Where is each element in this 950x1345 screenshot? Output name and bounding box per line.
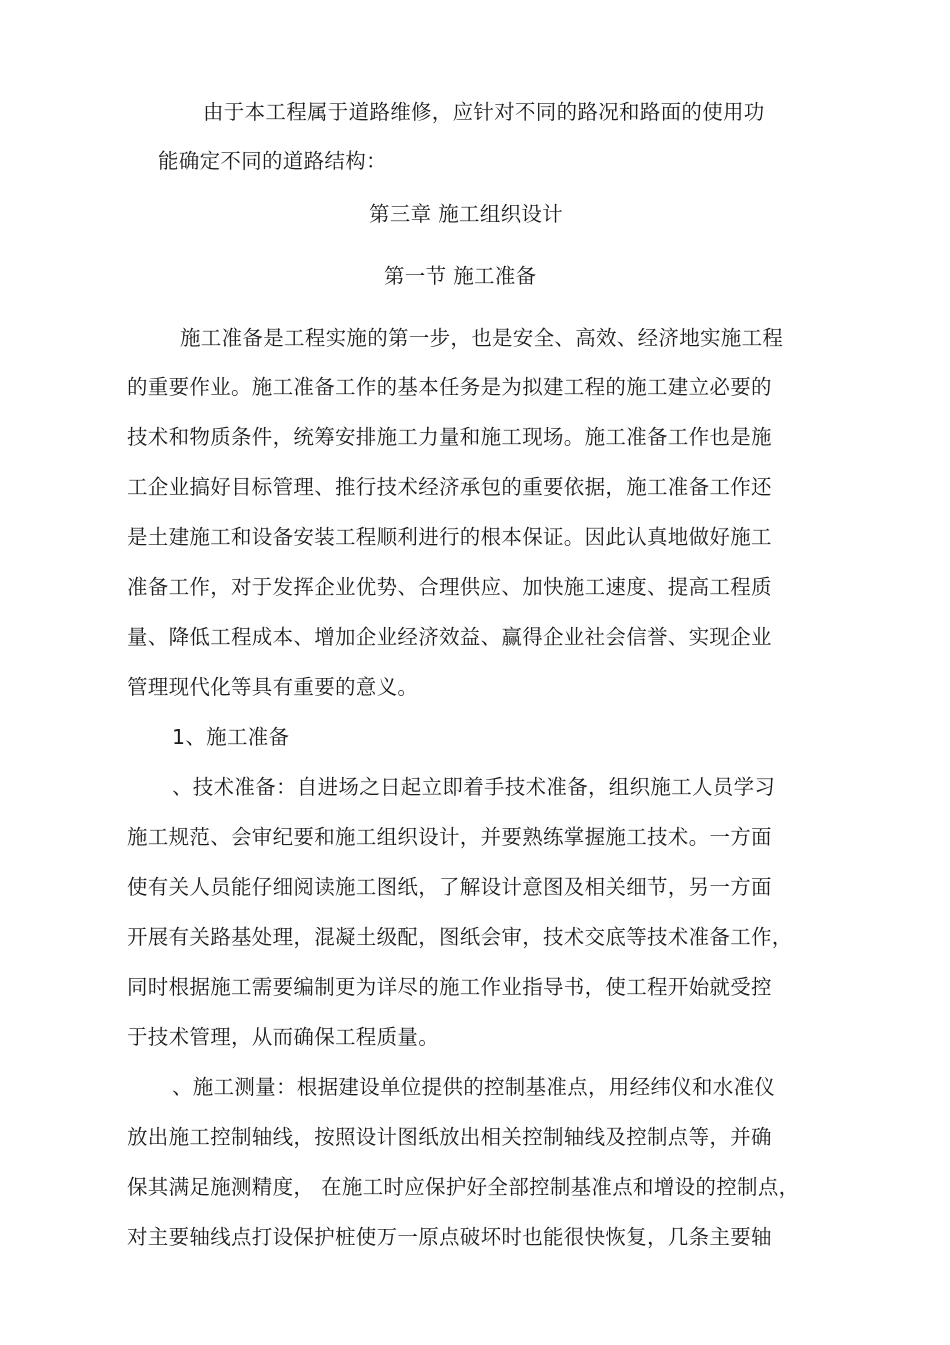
paragraph-line: 工企业搞好目标管理、推行技术经济承包的重要依据，施工准备工作还 [127, 475, 772, 499]
item-heading: 1、施工准备 [172, 725, 290, 749]
section-title: 第一节 施工准备 [384, 264, 537, 288]
tech-prep-line: 同时根据施工需要编制更为详尽的施工作业指导书，使工程开始就受控 [127, 975, 772, 999]
survey-line: 、施工测量：根据建设单位提供的控制基准点，用经纬仪和水准仪 [172, 1075, 776, 1099]
survey-line: 保其满足施测精度， 在施工时应保护好全部控制基准点和增设的控制点， [127, 1175, 800, 1199]
paragraph-line: 量、降低工程成本、增加企业经济效益、赢得企业社会信誉、实现企业 [127, 625, 772, 649]
survey-line: 对主要轴线点打设保护桩使万一原点破坏时也能很快恢复，几条主要轴 [127, 1225, 772, 1249]
paragraph-line: 技术和物质条件，统筹安排施工力量和施工现场。施工准备工作也是施 [127, 425, 772, 449]
paragraph-line: 管理现代化等具有重要的意义。 [127, 675, 419, 699]
tech-prep-line: 施工规范、会审纪要和施工组织设计，并要熟练掌握施工技术。一方面 [127, 825, 772, 849]
paragraph-line: 的重要作业。施工准备工作的基本任务是为拟建工程的施工建立必要的 [127, 375, 772, 399]
tech-prep-line: 、技术准备：自进场之日起立即着手技术准备，组织施工人员学习 [172, 775, 776, 799]
intro-line: 能确定不同的道路结构： [158, 149, 387, 173]
tech-prep-line: 使有关人员能仔细阅读施工图纸，了解设计意图及相关细节，另一方面 [127, 875, 772, 899]
survey-line: 放出施工控制轴线，按照设计图纸放出相关控制轴线及控制点等，并确 [127, 1125, 772, 1149]
intro-line: 由于本工程属于道路维修，应针对不同的路况和路面的使用功 [203, 100, 765, 124]
chapter-title: 第三章 施工组织设计 [369, 202, 564, 226]
paragraph-line: 准备工作，对于发挥企业优势、合理供应、加快施工速度、提高工程质 [127, 575, 772, 599]
tech-prep-line: 开展有关路基处理，混凝土级配，图纸会审，技术交底等技术准备工作， [127, 925, 793, 949]
tech-prep-line: 于技术管理，从而确保工程质量。 [127, 1025, 439, 1049]
paragraph-line: 施工准备是工程实施的第一步，也是安全、高效、经济地实施工程 [180, 326, 784, 350]
paragraph-line: 是土建施工和设备安装工程顺利进行的根本保证。因此认真地做好施工 [127, 525, 772, 549]
